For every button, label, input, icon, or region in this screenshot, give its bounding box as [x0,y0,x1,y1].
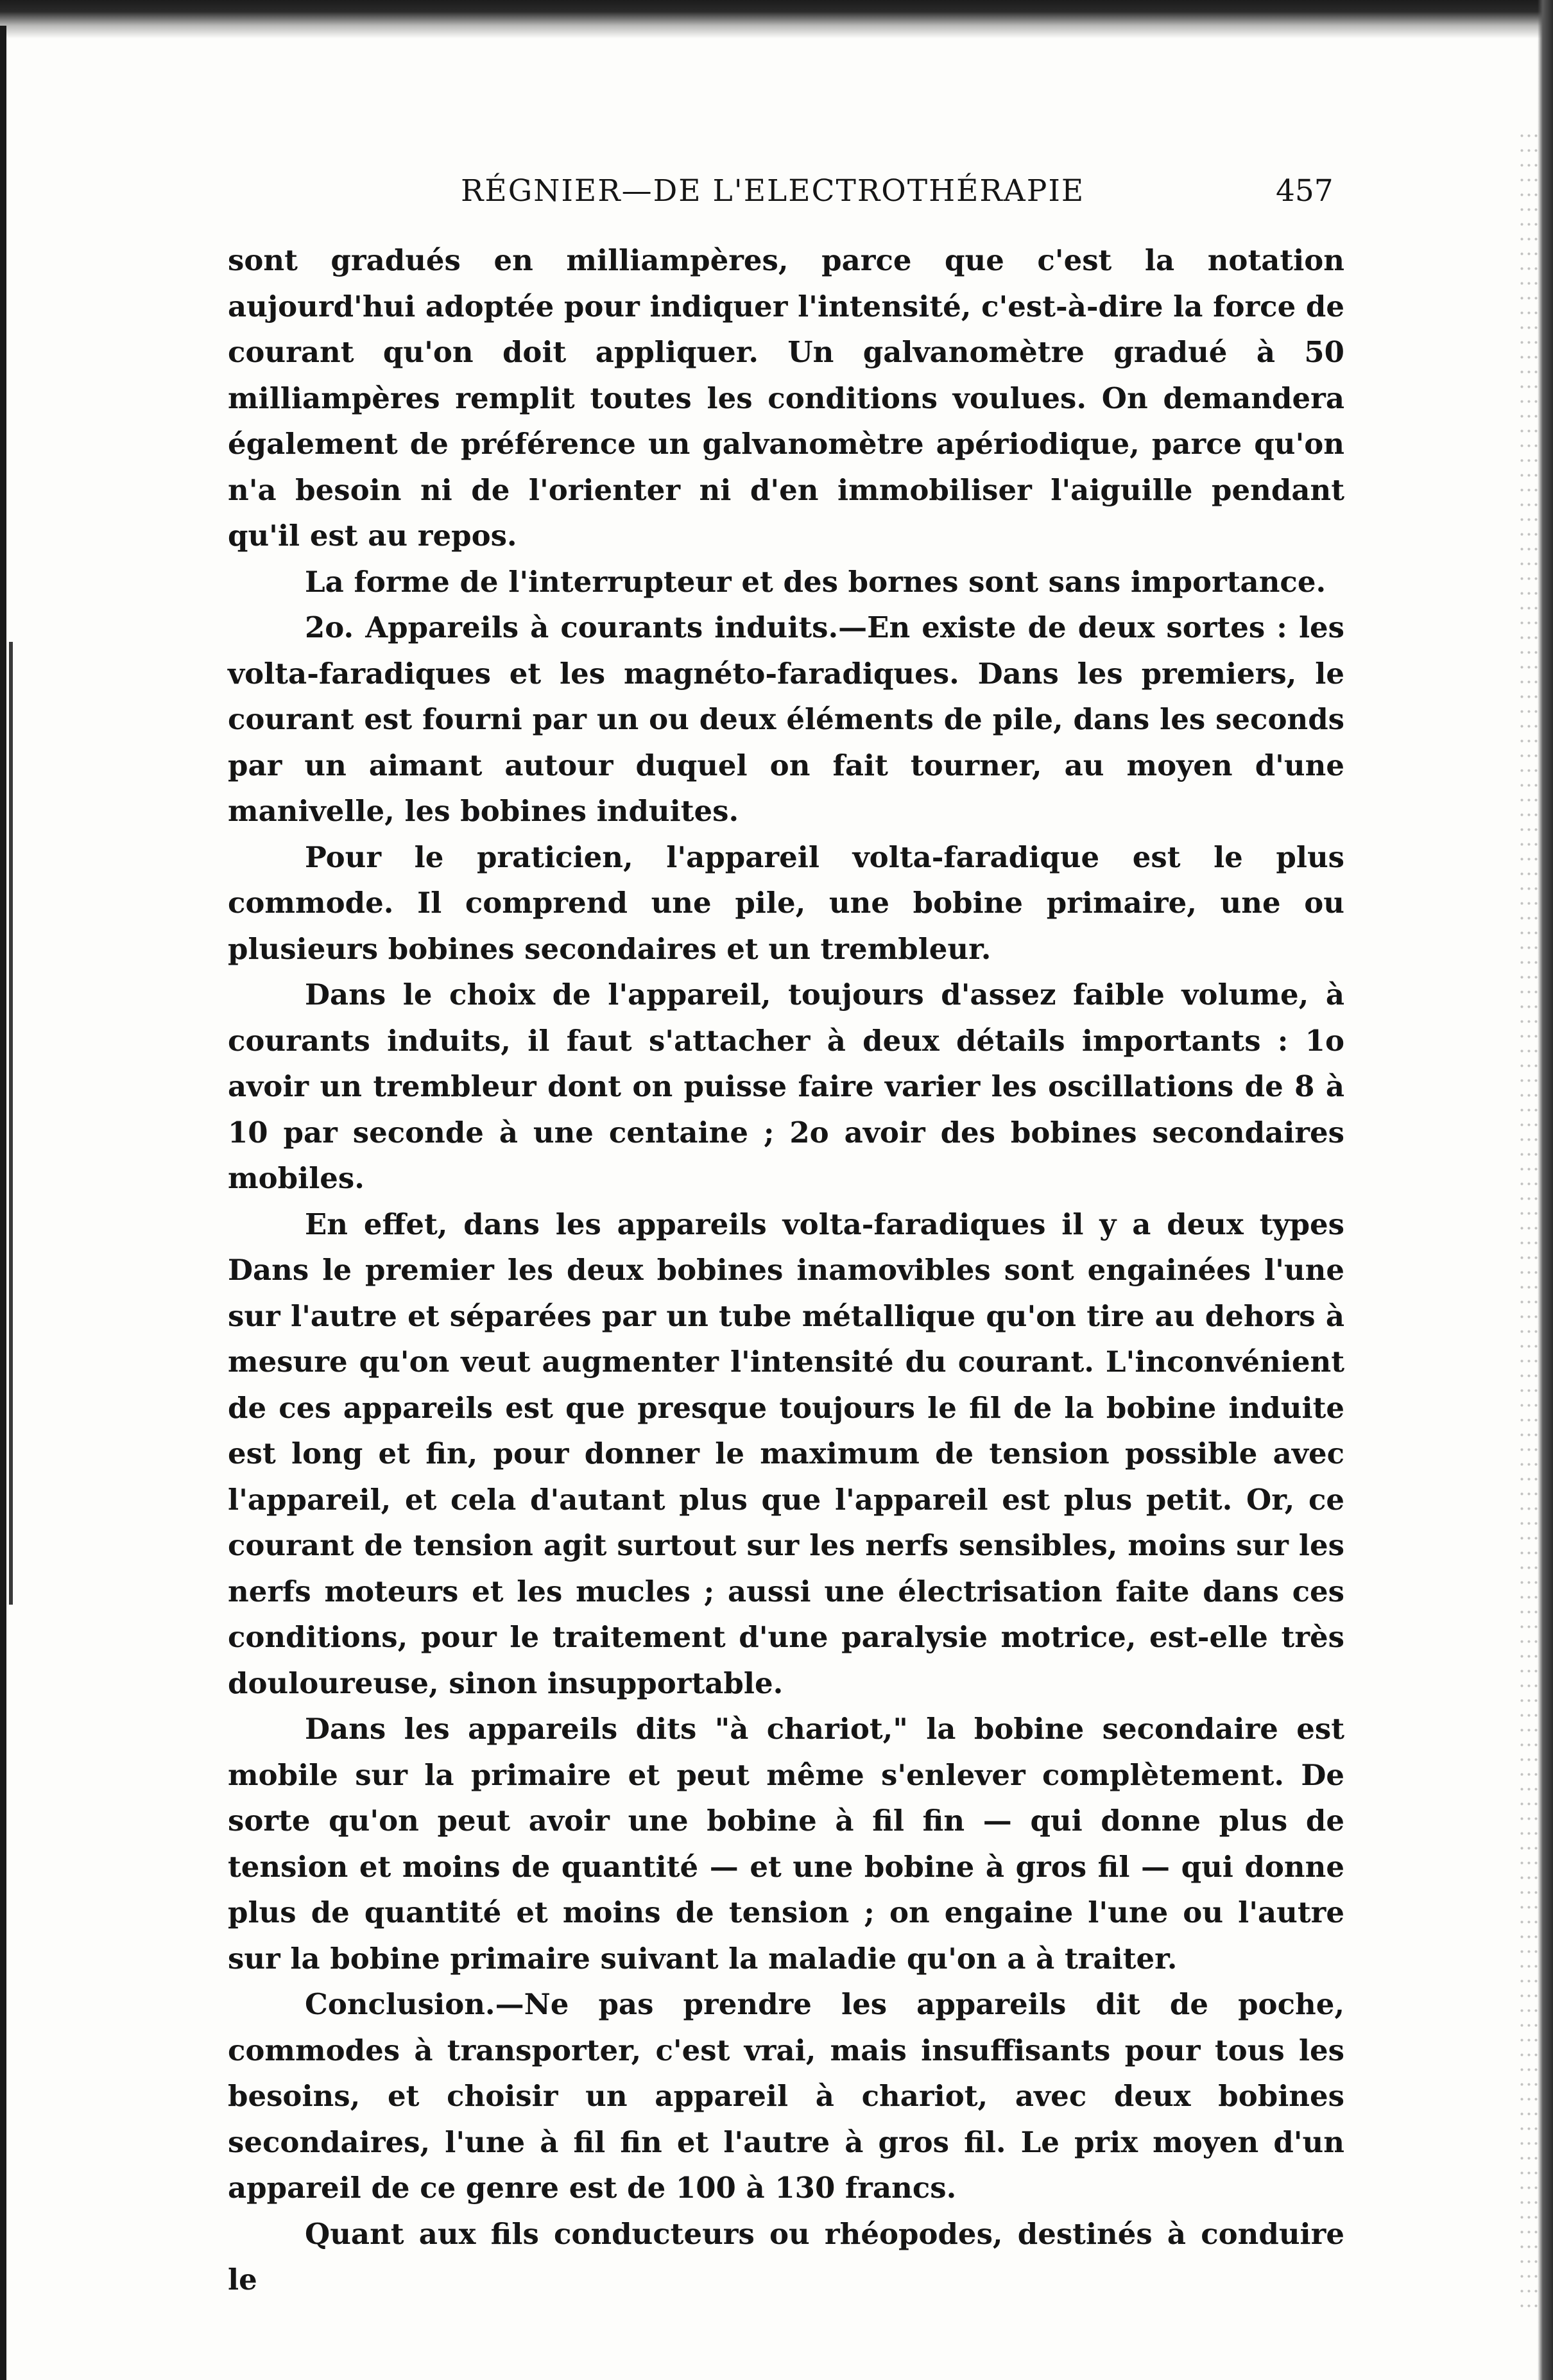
paragraph-9: Quant aux fils conducteurs ou rhéopodes, destinés à conduire le [228,2216,1344,2297]
body-text [228,237,1344,2303]
scan-top-edge [0,0,1553,39]
scan-right-edge [1538,0,1553,2380]
paragraph-5: Dans le choix de l'appareil, toujours d'assez faible volume, à courants induits, il faut s'attacher à deux détails importants : 1o avoir un trembleur dont on puisse faire varier les oscillations de 8 à 10 par seconde à une centaine ; 2o avoir des bobines secondaires mobiles. [228,978,1344,1195]
paragraph-1: sont gradués en milliampères, parce que c'est la notation aujourd'hui adoptée pour indiquer l'intensité, c'est-à-dire la force de courant qu'on doit appliquer. Un galvanomètre gradué à 50 milliampères remplit toutes les conditions voulues. On demandera également de préférence un galvanomètre apériodique, parce qu'on n'a besoin ni de l'orienter ni d'en immobiliser l'aiguille pendant qu'il est au repos. [228,243,1344,553]
scan-left-edge [0,26,6,2380]
paragraph-7: Dans les appareils dits "à chariot," la bobine secondaire est mobile sur la primaire et peut même s'enlever complètement. De sorte qu'on peut avoir une bobine à fil fin — qui donne plus de tension et moins de quantité — et une bobine à gros fil — qui donne plus de quantité et moins de tension ; on engaine l'une ou l'autre sur la bobine primaire suivant la maladie qu'on a à traiter. [228,1712,1344,1976]
paragraph-3: 2o. Appareils à courants induits.—En existe de deux sortes : les volta-faradiques et les magnéto-faradiques. Dans les premiers, le courant est fourni par un ou deux éléments de pile, dans les seconds par un aimant autour duquel on fait tourner, au moyen d'une manivelle, les bobines induites. [228,610,1344,828]
running-head: RÉGNIER—DE L'ELECTROTHÉRAPIE [461,173,1085,209]
paragraph-4: Pour le praticien, l'appareil volta-faradique est le plus commode. Il comprend une pile, une bobine primaire, une ou plusieurs bobines secondaires et un trembleur. [228,840,1344,966]
scan-left-shadow [9,642,13,1605]
scan-right-speckle [1518,128,1538,2311]
paragraph-2: La forme de l'interrupteur et des bornes sont sans importance. [305,564,1326,599]
page-number: 457 [1276,173,1334,209]
paragraph-8: Conclusion.—Ne pas prendre les appareils dit de poche, commodes à transporter, c'est vrai, mais insuffisants pour tous les besoins, et choisir un appareil à chariot, avec deux bobines secondaires, l'une à fil fin et l'autre à gros fil. Le prix moyen d'un appareil de ce genre est de 100 à 130 francs. [228,1987,1344,2205]
paragraph-6: En effet, dans les appareils volta-faradiques il y a deux types Dans le premier les deux bobines inamovibles sont engainées l'une sur l'autre et séparées par un tube métallique qu'on tire au dehors à mesure qu'on veut augmenter l'intensité du courant. L'inconvénient de ces appareils est que presque toujours le fil de la bobine induite est long et fin, pour donner le maximum de tension possible avec l'appareil, et cela d'autant plus que l'appareil est plus petit. Or, ce courant de tension agit surtout sur les nerfs sensibles, moins sur les nerfs moteurs et les mucles ; aussi une électrisation faite dans ces conditions, pour le traitement d'une paralysie motrice, est-elle très douloureuse, sinon insupportable. [228,1207,1344,1700]
